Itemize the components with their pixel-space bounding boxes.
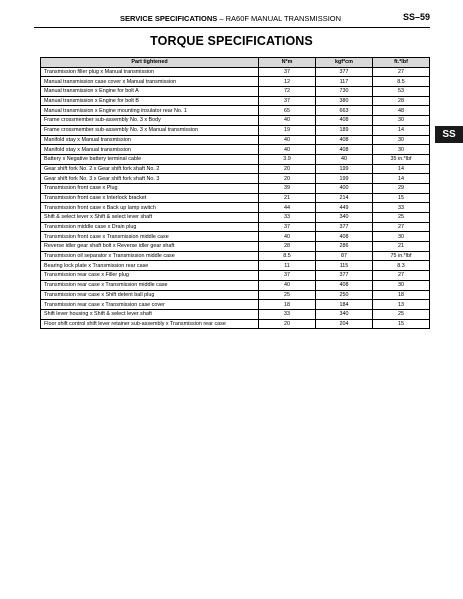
part-cell: Transmission oil separator x Transmission middle case xyxy=(41,251,259,261)
nm-cell: 8.5 xyxy=(259,251,316,261)
kgfcm-cell: 730 xyxy=(316,87,373,97)
ftlbf-cell: 30 xyxy=(373,145,430,155)
kgfcm-cell: 408 xyxy=(316,135,373,145)
part-cell: Frame crossmember sub-assembly No. 3 x Body xyxy=(41,116,259,126)
part-cell: Transmission rear case x Filler plug xyxy=(41,271,259,281)
kgfcm-cell: 87 xyxy=(316,251,373,261)
nm-cell: 25 xyxy=(259,290,316,300)
table-row xyxy=(41,193,430,203)
table-row xyxy=(41,183,430,193)
table-header-row xyxy=(41,58,430,68)
kgfcm-cell: 380 xyxy=(316,96,373,106)
kgfcm-cell: 199 xyxy=(316,164,373,174)
ftlbf-cell: 75 in.*lbf xyxy=(373,251,430,261)
ftlbf-cell: 25 xyxy=(373,309,430,319)
table-row xyxy=(41,145,430,155)
nm-cell: 20 xyxy=(259,174,316,184)
nm-cell: 19 xyxy=(259,125,316,135)
part-cell: Transmission front case x Plug xyxy=(41,183,259,193)
part-cell: Floor shift control shift lever retainer sub-assembly x Transmission rear case xyxy=(41,319,259,329)
kgfcm-cell: 250 xyxy=(316,290,373,300)
table-row xyxy=(41,280,430,290)
table-row xyxy=(41,203,430,213)
ftlbf-cell: 30 xyxy=(373,232,430,242)
ftlbf-cell: 13 xyxy=(373,300,430,310)
table-row xyxy=(41,213,430,223)
part-cell: Manifold stay x Manual transmission xyxy=(41,135,259,145)
ftlbf-cell: 30 xyxy=(373,116,430,126)
nm-cell: 20 xyxy=(259,319,316,329)
nm-cell: 72 xyxy=(259,87,316,97)
column-header-kgfcm: kgf*cm xyxy=(316,58,373,68)
section-title: SERVICE SPECIFICATIONS xyxy=(120,14,218,23)
kgfcm-cell: 377 xyxy=(316,67,373,77)
nm-cell: 3.9 xyxy=(259,154,316,164)
kgfcm-cell: 400 xyxy=(316,183,373,193)
column-header-ftlbf: ft.*lbf xyxy=(373,58,430,68)
ftlbf-cell: 15 xyxy=(373,193,430,203)
part-cell: Manual transmission case cover x Manual transmission xyxy=(41,77,259,87)
section-side-tab: SS xyxy=(435,126,463,143)
table-row xyxy=(41,232,430,242)
ftlbf-cell: 30 xyxy=(373,135,430,145)
part-cell: Transmission front case x Transmission middle case xyxy=(41,232,259,242)
nm-cell: 40 xyxy=(259,280,316,290)
torque-table xyxy=(40,57,430,329)
part-cell: Transmission front case x Back up lamp switch xyxy=(41,203,259,213)
table-row xyxy=(41,242,430,252)
part-cell: Bearing lock plate x Transmission rear case xyxy=(41,261,259,271)
part-cell: Transmission rear case x Transmission middle case xyxy=(41,280,259,290)
part-cell: Manual transmission x Engine mounting insulator rear No. 1 xyxy=(41,106,259,116)
part-cell: Battery x Negative battery terminal cable xyxy=(41,154,259,164)
ftlbf-cell: 30 xyxy=(373,280,430,290)
ftlbf-cell: 53 xyxy=(373,87,430,97)
ftlbf-cell: 27 xyxy=(373,67,430,77)
ftlbf-cell: 18 xyxy=(373,290,430,300)
nm-cell: 40 xyxy=(259,135,316,145)
kgfcm-cell: 408 xyxy=(316,116,373,126)
table-row xyxy=(41,106,430,116)
table-row xyxy=(41,319,430,329)
ftlbf-cell: 8.5 xyxy=(373,77,430,87)
part-cell: Transmission rear case x Transmission case cover xyxy=(41,300,259,310)
page-header xyxy=(34,10,430,28)
kgfcm-cell: 449 xyxy=(316,203,373,213)
ftlbf-cell: 27 xyxy=(373,222,430,232)
part-cell: Manifold stay x Manual transmission xyxy=(41,145,259,155)
kgfcm-cell: 408 xyxy=(316,145,373,155)
kgfcm-cell: 340 xyxy=(316,213,373,223)
table-row xyxy=(41,222,430,232)
nm-cell: 40 xyxy=(259,145,316,155)
part-cell: Manual transmission x Engine for bolt A xyxy=(41,87,259,97)
table-row xyxy=(41,300,430,310)
ftlbf-cell: 14 xyxy=(373,174,430,184)
kgfcm-cell: 408 xyxy=(316,280,373,290)
nm-cell: 11 xyxy=(259,261,316,271)
part-cell: Reverse idler gear shaft bolt x Reverse idler gear shaft xyxy=(41,242,259,252)
kgfcm-cell: 115 xyxy=(316,261,373,271)
kgfcm-cell: 40 xyxy=(316,154,373,164)
column-header-nm: N*m xyxy=(259,58,316,68)
kgfcm-cell: 377 xyxy=(316,222,373,232)
page-title: TORQUE SPECIFICATIONS xyxy=(150,34,313,48)
ftlbf-cell: 21 xyxy=(373,242,430,252)
ftlbf-cell: 25 xyxy=(373,213,430,223)
table-row xyxy=(41,251,430,261)
ftlbf-cell: 27 xyxy=(373,271,430,281)
part-cell: Manual transmission x Engine for bolt B xyxy=(41,96,259,106)
kgfcm-cell: 663 xyxy=(316,106,373,116)
nm-cell: 39 xyxy=(259,183,316,193)
table-body xyxy=(41,67,430,329)
ftlbf-cell: 14 xyxy=(373,164,430,174)
kgfcm-cell: 214 xyxy=(316,193,373,203)
nm-cell: 37 xyxy=(259,96,316,106)
nm-cell: 44 xyxy=(259,203,316,213)
part-cell: Shift lever housing x Shift & select lever shaft xyxy=(41,309,259,319)
page-number: SS–59 xyxy=(402,12,430,22)
nm-cell: 65 xyxy=(259,106,316,116)
kgfcm-cell: 377 xyxy=(316,271,373,281)
table-row xyxy=(41,309,430,319)
ftlbf-cell: 33 xyxy=(373,203,430,213)
nm-cell: 20 xyxy=(259,164,316,174)
table-row xyxy=(41,87,430,97)
nm-cell: 40 xyxy=(259,232,316,242)
ftlbf-cell: 48 xyxy=(373,106,430,116)
part-cell: Transmission middle case x Drain plug xyxy=(41,222,259,232)
kgfcm-cell: 184 xyxy=(316,300,373,310)
ftlbf-cell: 15 xyxy=(373,319,430,329)
kgfcm-cell: 204 xyxy=(316,319,373,329)
nm-cell: 37 xyxy=(259,222,316,232)
table-row xyxy=(41,116,430,126)
nm-cell: 33 xyxy=(259,309,316,319)
header-separator: – xyxy=(219,14,224,23)
kgfcm-cell: 408 xyxy=(316,232,373,242)
kgfcm-cell: 189 xyxy=(316,125,373,135)
table-row xyxy=(41,290,430,300)
ftlbf-cell: 14 xyxy=(373,125,430,135)
ftlbf-cell: 35 in.*lbf xyxy=(373,154,430,164)
nm-cell: 37 xyxy=(259,67,316,77)
table-row xyxy=(41,96,430,106)
part-cell: Gear shift fork No. 2 x Gear shift fork shaft No. 2 xyxy=(41,164,259,174)
ftlbf-cell: 28 xyxy=(373,96,430,106)
part-cell: Transmission front case x Interlock bracket xyxy=(41,193,259,203)
nm-cell: 18 xyxy=(259,300,316,310)
nm-cell: 21 xyxy=(259,193,316,203)
kgfcm-cell: 340 xyxy=(316,309,373,319)
part-cell: Shift & select lever x Shift & select lever shaft xyxy=(41,213,259,223)
table-row xyxy=(41,174,430,184)
part-cell: Transmission filler plug x Manual transmission xyxy=(41,67,259,77)
table-row xyxy=(41,67,430,77)
column-header-part: Part tightened xyxy=(41,58,259,68)
header-title xyxy=(120,14,341,23)
table-row xyxy=(41,271,430,281)
table-row xyxy=(41,77,430,87)
table-row xyxy=(41,125,430,135)
ftlbf-cell: 8.3 xyxy=(373,261,430,271)
kgfcm-cell: 117 xyxy=(316,77,373,87)
ftlbf-cell: 29 xyxy=(373,183,430,193)
nm-cell: 33 xyxy=(259,213,316,223)
header-subtitle: RA60F MANUAL TRANSMISSION xyxy=(225,14,342,23)
table-row xyxy=(41,154,430,164)
nm-cell: 28 xyxy=(259,242,316,252)
table-row xyxy=(41,261,430,271)
part-cell: Frame crossmember sub-assembly No. 3 x Manual transmission xyxy=(41,125,259,135)
nm-cell: 37 xyxy=(259,271,316,281)
part-cell: Gear shift fork No. 3 x Gear shift fork shaft No. 3 xyxy=(41,174,259,184)
nm-cell: 40 xyxy=(259,116,316,126)
table-row xyxy=(41,135,430,145)
kgfcm-cell: 286 xyxy=(316,242,373,252)
kgfcm-cell: 199 xyxy=(316,174,373,184)
part-cell: Transmission rear case x Shift detent ball plug xyxy=(41,290,259,300)
nm-cell: 12 xyxy=(259,77,316,87)
table-row xyxy=(41,164,430,174)
header-divider xyxy=(34,27,430,28)
